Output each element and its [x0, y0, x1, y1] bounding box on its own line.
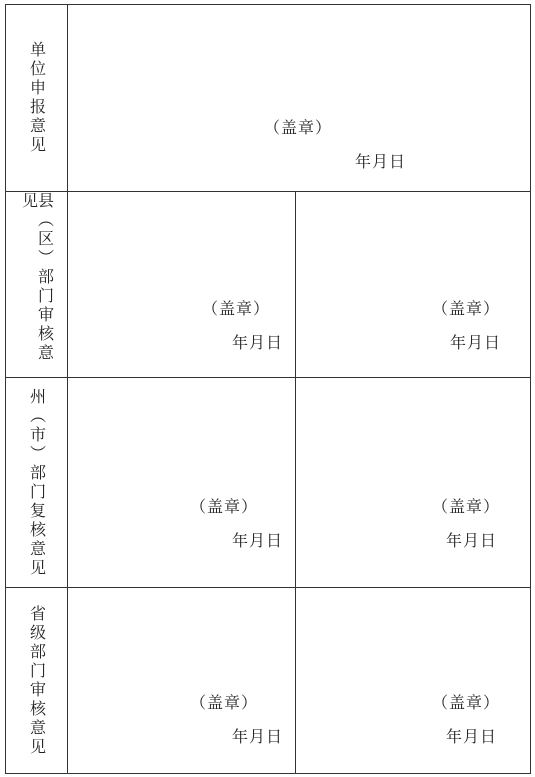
date-placeholder: 年月日: [446, 727, 498, 746]
opinion-cell-right: [296, 588, 530, 773]
seal-placeholder: （盖章）: [190, 693, 259, 712]
opinion-cell-left: [68, 378, 296, 587]
row-label: 县（区）部门审核意见: [19, 192, 55, 363]
opinion-cell-right: [296, 378, 530, 587]
row-label-cell: [6, 192, 68, 377]
row-label: 单位申报意见: [27, 41, 47, 155]
opinion-cell-right: [296, 192, 530, 377]
seal-placeholder: （盖章）: [202, 299, 271, 318]
date-placeholder: 年月日: [355, 152, 407, 171]
seal-placeholder: （盖章）: [264, 118, 333, 137]
date-placeholder: 年月日: [232, 333, 284, 352]
row-county-review: [6, 192, 530, 378]
opinion-cell-left: [68, 192, 296, 377]
seal-placeholder: （盖章）: [432, 299, 501, 318]
date-placeholder: 年月日: [450, 333, 502, 352]
row-label: 州（市）部门复核意见: [27, 387, 47, 578]
opinion-cell-left: [68, 588, 296, 773]
opinion-cell: [68, 5, 530, 191]
approval-form-table: [5, 4, 531, 774]
row-unit-declaration: [6, 5, 530, 192]
row-label-cell: [6, 5, 68, 191]
date-placeholder: 年月日: [232, 531, 284, 550]
row-label-cell: [6, 378, 68, 587]
row-label: 省级部门审核意见: [27, 604, 47, 757]
date-placeholder: 年月日: [446, 531, 498, 550]
row-prefecture-recheck: [6, 378, 530, 588]
row-provincial-review: [6, 588, 530, 773]
date-placeholder: 年月日: [232, 727, 284, 746]
seal-placeholder: （盖章）: [432, 693, 501, 712]
seal-placeholder: （盖章）: [432, 497, 501, 516]
row-label-cell: [6, 588, 68, 773]
seal-placeholder: （盖章）: [190, 497, 259, 516]
